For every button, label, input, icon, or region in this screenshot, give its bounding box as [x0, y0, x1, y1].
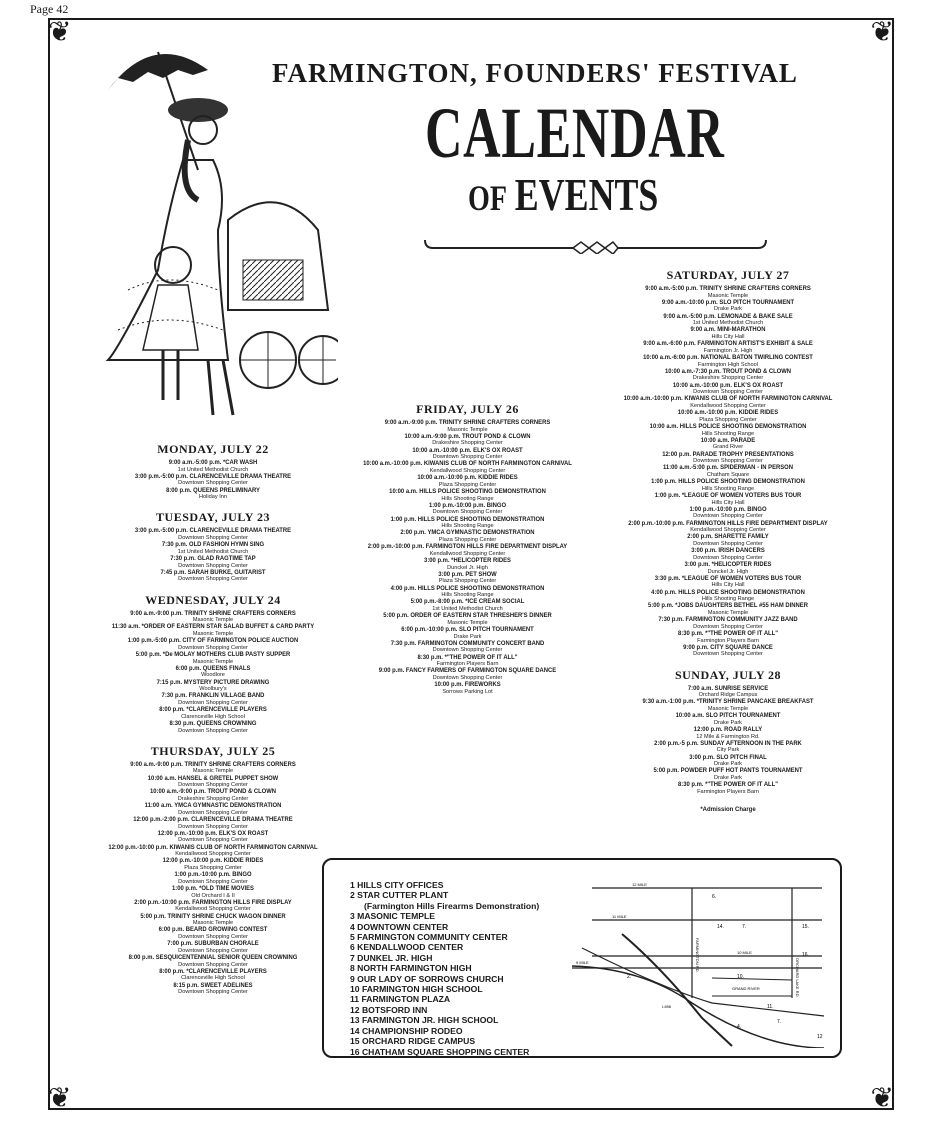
- event-item: 8:00 p.m. *CLARENCEVILLE PLAYERS: [159, 967, 267, 975]
- event-location: Hills City Hall: [711, 333, 745, 340]
- event-location: Masonic Temple: [192, 920, 234, 927]
- legend-item: 3 MASONIC TEMPLE: [350, 911, 435, 922]
- event-location: Drakeshire Shopping Center: [177, 795, 249, 802]
- event-item: 12:00 p.m.-2:00 p.m. CLARENCEVILLE DRAMA THEATRE: [133, 815, 293, 823]
- map-label-12-mile: 12 MILE: [632, 882, 647, 887]
- event-item: 1:00 p.m.-5:00 p.m. CITY OF FARMINGTON POLICE AUCTION: [127, 637, 299, 645]
- map-marker: 14.: [717, 924, 724, 930]
- event-location: Holiday Inn: [199, 494, 227, 501]
- event-location: Clarenceville High School: [181, 975, 245, 982]
- map-label-10-mile: 10 MILE: [737, 950, 752, 955]
- event-item: 7:00 a.m. SUNRISE SERVICE: [687, 684, 769, 692]
- event-location: Masonic Temple: [192, 768, 234, 775]
- event-location: Masonic Temple: [447, 619, 488, 626]
- title-of: OF: [468, 178, 507, 218]
- event-item: 3:00 p.m. *HELICOPTER RIDES: [424, 556, 511, 564]
- event-item: 9:00 a.m.-9:00 p.m. TRINITY SHRINE CRAFTERS CORNERS: [384, 419, 551, 426]
- event-location: Dunckel Jr. High: [707, 568, 749, 575]
- event-item: 1:00 p.m.-10:00 p.m. BINGO: [689, 505, 767, 513]
- event-location: Masonic Temple: [192, 658, 234, 665]
- calendar-column-right: [598, 258, 858, 813]
- event-item: 2:00 p.m. YMCA GYMNASTIC DEMONSTRATION: [400, 529, 535, 537]
- event-item: 3:00 p.m. IRISH DANCERS: [691, 547, 765, 555]
- legend-item: 5 FARMINGTON COMMUNITY CENTER: [350, 932, 508, 943]
- event-item: 1:00 p.m. *OLD TIME MOVIES: [172, 884, 254, 892]
- event-item: 10:00 p.m. FIREWORKS: [434, 681, 501, 689]
- event-location: Downtown Shopping Center: [178, 933, 248, 940]
- event-location: Woodlore: [201, 672, 225, 679]
- calendar-column-left: [88, 432, 338, 995]
- event-location: Downtown Shopping Center: [178, 782, 248, 789]
- legend-subnote: (Farmington Hills Firearms Demonstration): [364, 900, 540, 911]
- event-item: 10:00 a.m. HILLS POLICE SHOOTING DEMONSTRATION: [649, 422, 807, 430]
- event-location: Downtown Shopping Center: [178, 576, 248, 583]
- event-location: Hills Shooting Range: [441, 523, 494, 530]
- event-location: Masonic Temple: [192, 617, 234, 624]
- event-item: 7:30 p.m. FARMINGTON COMMUNITY CONCERT BAND: [390, 639, 545, 647]
- event-item: 8:30 p.m. *"THE POWER OF IT ALL": [417, 653, 518, 661]
- event-location: Dunckel Jr. High: [447, 564, 488, 571]
- event-item: 6:00 p.m. QUEENS FINALS: [175, 664, 251, 672]
- divider-flourish: [423, 236, 768, 254]
- event-item: 1:00 p.m. HILLS POLICE SHOOTING DEMONSTRATION: [390, 515, 545, 523]
- event-item: 10:00 a.m. SLO PITCH TOURNAMENT: [675, 712, 781, 720]
- legend-item: 6 KENDALLWOOD CENTER: [350, 942, 464, 953]
- event-item: 2:00 p.m.-10:00 p.m. FARMINGTON HILLS FIRE DEPARTMENT DISPLAY: [628, 519, 828, 527]
- event-location: Drake Park: [714, 774, 742, 781]
- event-item: 12:00 p.m. PARADE TROPHY PRESENTATIONS: [662, 450, 794, 458]
- event-location: Hills City Hall: [711, 582, 745, 589]
- event-item: 3:00 p.m. *HELICOPTER RIDES: [684, 560, 772, 568]
- event-item: 10:00 a.m.-10:00 p.m. KIDDIE RIDES: [417, 474, 518, 482]
- event-location: 1st United Methodist Church: [432, 605, 503, 612]
- event-location: Downtown Shopping Center: [178, 562, 248, 569]
- event-item: 9:00 p.m. CITY SQUARE DANCE: [683, 643, 773, 651]
- event-location: Kendallwood Shopping Center: [690, 402, 766, 409]
- map-legend: [350, 880, 539, 1057]
- event-item: 9:00 a.m.-5:00 p.m. *CAR WASH: [168, 459, 258, 466]
- day-heading: FRIDAY, JULY 26: [416, 402, 519, 416]
- event-item: 10:00 a.m. PARADE: [700, 436, 756, 444]
- event-location: Downtown Shopping Center: [693, 623, 763, 630]
- event-location: Masonic Temple: [707, 609, 749, 616]
- event-item: 11:00 a.m.-5:00 p.m. SPIDERMAN - IN PERSON: [662, 464, 794, 472]
- event-item: 3:00 p.m. PET SHOW: [438, 570, 497, 578]
- event-item: 6:00 p.m.-10:00 p.m. SLO PITCH TOURNAMENT: [401, 625, 534, 633]
- event-item: 9:00 a.m.-9:00 p.m. TRINITY SHRINE CRAFTERS CORNERS: [130, 609, 296, 617]
- event-location: Drakeshire Shopping Center: [692, 375, 764, 382]
- event-item: 5:00 p.m. *De MOLAY MOTHERS CLUB PASTY SUPPER: [135, 650, 291, 658]
- event-location: Chatham Square: [706, 471, 750, 478]
- event-location: Downtown Shopping Center: [432, 674, 503, 681]
- event-location: Drake Park: [714, 719, 742, 726]
- event-item: 5:00 p.m.-8:00 p.m. *ICE CREAM SOCIAL: [410, 598, 525, 606]
- map-label-grand-river: GRAND RIVER: [732, 986, 760, 991]
- event-location: Downtown Shopping Center: [178, 961, 248, 968]
- event-item: 7:15 p.m. MYSTERY PICTURE DRAWING: [156, 678, 270, 686]
- map-marker: 12: [817, 1034, 823, 1040]
- map-marker: 4.: [737, 1024, 742, 1030]
- title-events-word: EVENTS: [514, 169, 659, 220]
- event-location: Downtown Shopping Center: [178, 727, 248, 734]
- event-location: Woolbury's: [199, 686, 227, 693]
- event-item: 5:00 p.m. *JOBS DAUGHTERS BETHEL #55 HAM DINNER: [648, 602, 808, 610]
- event-location: Downtown Shopping Center: [693, 513, 763, 520]
- event-location: Kendallwood Shopping Center: [429, 550, 506, 557]
- event-location: Downtown Shopping Center: [432, 454, 503, 461]
- event-location: Masonic Temple: [447, 426, 488, 433]
- legend-item: 13 FARMINGTON JR. HIGH SCHOOL: [350, 1015, 499, 1026]
- event-item: 5:00 p.m. ORDER OF EASTERN STAR THRESHER'S DINNER: [383, 612, 552, 620]
- event-location: Downtown Shopping Center: [693, 458, 763, 465]
- legend-item: 16 CHATHAM SQUARE SHOPPING CENTER: [350, 1046, 530, 1057]
- event-item: 8:30 p.m. *"THE POWER OF IT ALL": [677, 781, 779, 789]
- event-item: 7:30 p.m. FARMINGTON COMMUNITY JAZZ BAND: [658, 616, 798, 624]
- event-item: 7:00 p.m. SUBURBAN CHORALE: [167, 940, 259, 948]
- event-location: Hills City Hall: [711, 499, 745, 506]
- event-item: 6:00 p.m. BEARD GROWING CONTEST: [158, 926, 268, 934]
- event-item: 12:00 p.m. ROAD RALLY: [693, 725, 763, 733]
- event-item: 2:00 p.m.-10:00 p.m. FARMINGTON HILLS FIRE DEPARTMENT DISPLAY: [367, 543, 568, 551]
- event-item: 10:00 a.m. HANSEL & GRETEL PUPPET SHOW: [147, 774, 279, 782]
- event-location: Downtown Shopping Center: [178, 837, 248, 844]
- event-location: Downtown Shopping Center: [178, 947, 248, 954]
- map-marker: 2.: [627, 974, 632, 980]
- festival-map: [322, 858, 842, 1058]
- event-location: Hills Shooting Range: [441, 592, 494, 599]
- event-location: Farmington Players Barn: [697, 637, 759, 644]
- event-location: Downtown Shopping Center: [178, 823, 248, 830]
- event-item: 9:00 a.m.-9:00 p.m. TRINITY SHRINE CRAFTERS CORNERS: [130, 760, 296, 768]
- event-location: Kendallwood Shopping Center: [175, 851, 251, 858]
- event-item: 10:00 a.m.-9:00 p.m. TROUT POND & CLOWN: [404, 432, 531, 440]
- event-item: 9:30 a.m.-1:00 p.m. *TRINITY SHRINE PANCAKE BREAKFAST: [642, 698, 814, 706]
- events-title: [468, 170, 658, 223]
- event-item: 8:30 p.m. QUEENS CROWNING: [169, 719, 257, 727]
- event-item: 12:00 p.m.-10:00 p.m. ELK'S OX ROAST: [157, 829, 269, 837]
- event-location: Hills Shooting Range: [441, 495, 494, 502]
- event-location: 1st United Methodist Church: [177, 466, 249, 473]
- admission-note: *Admission Charge: [700, 806, 756, 813]
- event-location: Plaza Shopping Center: [438, 481, 497, 488]
- event-item: 10:00 a.m.-10:00 p.m. KIWANIS CLUB OF NORTH FARMINGTON CARNIVAL: [623, 395, 833, 403]
- flourish-icon: ❦: [870, 1081, 894, 1114]
- event-location: Downtown Shopping Center: [178, 480, 248, 487]
- event-location: Downtown Shopping Center: [178, 878, 248, 885]
- page-number: Page 42: [30, 2, 69, 16]
- calendar-title: CALENDAR: [425, 93, 725, 173]
- event-item: 2:00 p.m.-5 p.m. SUNDAY AFTERNOON IN THE PARK: [654, 739, 802, 747]
- event-location: Drake Park: [714, 306, 742, 313]
- event-location: Kendallwood Shopping Center: [429, 467, 506, 474]
- event-location: Plaza Shopping Center: [438, 578, 497, 585]
- event-item: 9:00 a.m.-5:00 p.m. TRINITY SHRINE CRAFTERS CORNERS: [645, 285, 811, 292]
- day-heading: MONDAY, JULY 22: [157, 442, 269, 456]
- event-location: Sorrows Parking Lot: [442, 688, 493, 695]
- event-item: 9:00 a.m.-10:00 p.m. SLO PITCH TOURNAMENT: [661, 298, 795, 306]
- map-marker: 15.: [802, 924, 809, 930]
- map-marker: 6.: [712, 894, 717, 900]
- map-marker: 11.: [767, 1004, 774, 1010]
- event-item: 2:00 p.m.-10:00 p.m. FARMINGTON HILLS FIRE DISPLAY: [134, 898, 292, 906]
- event-item: 9:00 p.m. FANCY FARMERS OF FARMINGTON SQUARE DANCE: [378, 667, 557, 675]
- road-map: [562, 878, 832, 1048]
- event-item: 9:00 a.m.-6:00 p.m. FARMINGTON ARTIST'S EXHIBIT & SALE: [643, 340, 813, 348]
- event-item: 3:00 p.m.-5:00 p.m. CLARENCEVILLE DRAMA THEATRE: [134, 472, 292, 480]
- event-item: 10:00 a.m.-10:00 p.m. ELK'S OX ROAST: [672, 381, 784, 389]
- event-item: 3:30 p.m. *LEAGUE OF WOMEN VOTERS BUS TOUR: [654, 574, 802, 582]
- event-location: Farmington Players Barn: [697, 788, 759, 795]
- flourish-icon: ❦: [48, 15, 72, 48]
- day-heading: SUNDAY, JULY 28: [674, 667, 782, 682]
- event-item: 12:00 p.m.-10:00 p.m. KIWANIS CLUB OF NORTH FARMINGTON CARNIVAL: [108, 843, 318, 851]
- event-location: Downtown Shopping Center: [432, 509, 503, 516]
- legend-item: 2 STAR CUTTER PLANT: [350, 890, 449, 901]
- event-item: 8:30 p.m. *"THE POWER OF IT ALL": [677, 629, 779, 637]
- calendar-column-middle: [340, 392, 595, 695]
- map-marker: 16.: [802, 952, 809, 958]
- event-item: 10:00 a.m.-7:30 p.m. TROUT POND & CLOWN: [664, 367, 792, 375]
- legend-item: 11 FARMINGTON PLAZA: [350, 994, 451, 1005]
- map-marker: 7.: [777, 1019, 782, 1025]
- event-location: Downtown Shopping Center: [178, 644, 248, 651]
- event-item: 2:00 p.m. SHARETTE FAMILY: [687, 533, 769, 541]
- event-item: 9:00 a.m.-5:00 p.m. LEMONADE & BAKE SALE: [663, 312, 793, 320]
- event-location: Masonic Temple: [192, 630, 234, 637]
- event-item: 7:30 p.m. OLD FASHION HYMN SING: [161, 541, 265, 549]
- event-location: Downtown Shopping Center: [693, 540, 763, 547]
- legend-item: 15 ORCHARD RIDGE CAMPUS: [350, 1036, 476, 1047]
- event-item: 8:15 p.m. SWEET ADELINES: [173, 981, 253, 989]
- legend-item: 8 NORTH FARMINGTON HIGH: [350, 963, 472, 974]
- event-item: 3:00 p.m.-5:00 p.m. CLARENCEVILLE DRAMA THEATRE: [134, 527, 292, 535]
- legend-item: 4 DOWNTOWN CENTER: [350, 921, 449, 932]
- event-location: Orchard Ridge Campus: [698, 692, 758, 699]
- day-heading: SATURDAY, JULY 27: [666, 268, 790, 282]
- event-item: 8:00 p.m. QUEENS PRELIMINARY: [166, 486, 260, 494]
- event-location: Downtown Shopping Center: [432, 647, 503, 654]
- event-location: Grand River: [712, 444, 744, 451]
- event-location: Masonic Temple: [707, 705, 749, 712]
- event-location: Drakeshire Shopping Center: [432, 440, 503, 447]
- event-item: 7:30 p.m. GLAD RAGTIME TAP: [170, 554, 256, 562]
- event-item: 1:00 p.m. *LEAGUE OF WOMEN VOTERS BUS TOUR: [654, 491, 802, 499]
- event-item: 7:45 p.m. SARAH BURKE, GUITARIST: [160, 568, 266, 576]
- event-location: City Park: [716, 747, 740, 754]
- event-item: 12:00 p.m.-10:00 p.m. KIDDIE RIDES: [162, 857, 264, 865]
- event-location: Farmington Players Barn: [436, 661, 499, 668]
- event-item: 4:00 p.m. HILLS POLICE SHOOTING DEMONSTRATION: [651, 588, 805, 596]
- event-location: Plaza Shopping Center: [438, 536, 497, 543]
- map-label-orchard-lake-rd: ORCHARD LAKE RD.: [795, 958, 800, 998]
- event-location: Plaza Shopping Center: [184, 864, 242, 871]
- event-location: Downtown Shopping Center: [178, 699, 248, 706]
- event-item: 10:00 a.m. HILLS POLICE SHOOTING DEMONSTRATION: [389, 487, 546, 495]
- event-location: Farmington Jr. High: [703, 347, 753, 354]
- map-label-9-mile: 9 MILE: [576, 960, 589, 965]
- event-item: 7:30 p.m. FRANKLIN VILLAGE BAND: [161, 692, 265, 700]
- event-location: Downtown Shopping Center: [178, 534, 248, 541]
- map-marker: 7.: [742, 924, 747, 930]
- map-marker: 10.: [737, 974, 744, 980]
- event-item: 3:00 p.m. SLO PITCH FINAL: [689, 753, 767, 761]
- legend-item: 9 OUR LADY OF SORROWS CHURCH: [350, 973, 504, 984]
- event-item: 5:00 p.m. TRINITY SHRINE CHUCK WAGON DINNER: [140, 912, 286, 920]
- flourish-icon: ❦: [870, 15, 894, 48]
- event-item: 10:00 a.m.-10:00 p.m. KIDDIE RIDES: [677, 409, 779, 417]
- event-location: Kendallwood Shopping Center: [690, 527, 766, 534]
- flourish-icon: ❦: [48, 1081, 72, 1114]
- event-location: Downtown Shopping Center: [693, 389, 763, 396]
- event-location: Clarenceville High School: [181, 713, 245, 720]
- event-item: 9:00 a.m. MINI-MARATHON: [690, 326, 766, 334]
- event-item: 10:00 a.m.-6:00 p.m. NATIONAL BATON TWIRLING CONTEST: [643, 353, 813, 361]
- event-item: 10:00 a.m.-10:00 p.m. KIWANIS CLUB OF NORTH FARMINGTON CARNIVAL: [363, 460, 572, 468]
- event-item: 5:00 p.m. POWDER PUFF HOT PANTS TOURNAMENT: [653, 767, 803, 775]
- festival-header: FARMINGTON, FOUNDERS' FESTIVAL: [272, 58, 798, 88]
- event-location: Hills Shooting Range: [701, 430, 755, 437]
- legend-item: 14 CHAMPIONSHIP RODEO: [350, 1025, 463, 1036]
- event-location: Downtown Shopping Center: [178, 989, 248, 996]
- map-label-i-696: I-696: [662, 1004, 672, 1009]
- event-location: Drake Park: [453, 633, 482, 640]
- event-item: 11:00 a.m. YMCA GYMNASTIC DEMONSTRATION: [144, 802, 282, 810]
- event-location: Old Orchard I & II: [191, 892, 235, 899]
- legend-item: 7 DUNKEL JR. HIGH: [350, 952, 433, 963]
- event-location: Drake Park: [714, 761, 742, 768]
- legend-item: 10 FARMINGTON HIGH SCHOOL: [350, 984, 483, 995]
- event-item: 8:00 p.m. *CLARENCEVILLE PLAYERS: [159, 706, 267, 714]
- event-location: Downtown Shopping Center: [178, 809, 248, 816]
- event-location: Downtown Shopping Center: [693, 651, 763, 658]
- event-location: Downtown Shopping Center: [693, 554, 763, 561]
- event-item: 4:00 p.m. HILLS POLICE SHOOTING DEMONSTRATION: [390, 584, 545, 592]
- event-location: Plaza Shopping Center: [699, 416, 757, 423]
- event-item: 10:00 a.m.-10:00 p.m. ELK'S OX ROAST: [412, 446, 523, 454]
- day-heading: THURSDAY, JULY 25: [150, 743, 276, 758]
- event-item: 1:00 p.m.-10:00 p.m. BINGO: [174, 871, 252, 879]
- event-item: 1:00 p.m.-10:00 p.m. BINGO: [428, 501, 507, 509]
- event-location: 1st United Methodist Church: [692, 320, 764, 327]
- event-location: Farmington High School: [697, 361, 758, 368]
- day-heading: WEDNESDAY, JULY 24: [145, 592, 281, 607]
- event-location: Hills Shooting Range: [701, 596, 755, 603]
- event-location: 12 Mile & Farmington Rd.: [696, 733, 760, 740]
- legend-item: 1 HILLS CITY OFFICES: [350, 880, 444, 890]
- map-label-farmington-rd: FARMINGTON RD.: [695, 938, 700, 973]
- event-item: 8:00 p.m. SESQUICENTENNIAL SENIOR QUEEN CROWNING: [128, 953, 298, 961]
- event-location: Masonic Temple: [707, 292, 749, 299]
- event-location: 1st United Methodist Church: [177, 548, 249, 555]
- legend-item: 12 BOTSFORD INN: [350, 1004, 428, 1015]
- day-heading: TUESDAY, JULY 23: [156, 510, 270, 525]
- event-item: 11:30 a.m. *ORDER OF EASTERN STAR SALAD BUFFET & CARD PARTY: [111, 623, 315, 631]
- event-location: Hills Shooting Range: [701, 485, 755, 492]
- map-label-11-mile: 11 MILE: [612, 914, 627, 919]
- event-item: 10:00 a.m.-9:00 p.m. TROUT POND & CLOWN: [149, 788, 277, 796]
- event-item: 1:00 p.m. HILLS POLICE SHOOTING DEMONSTRATION: [651, 478, 805, 486]
- event-location: Kendallwood Shopping Center: [175, 906, 251, 913]
